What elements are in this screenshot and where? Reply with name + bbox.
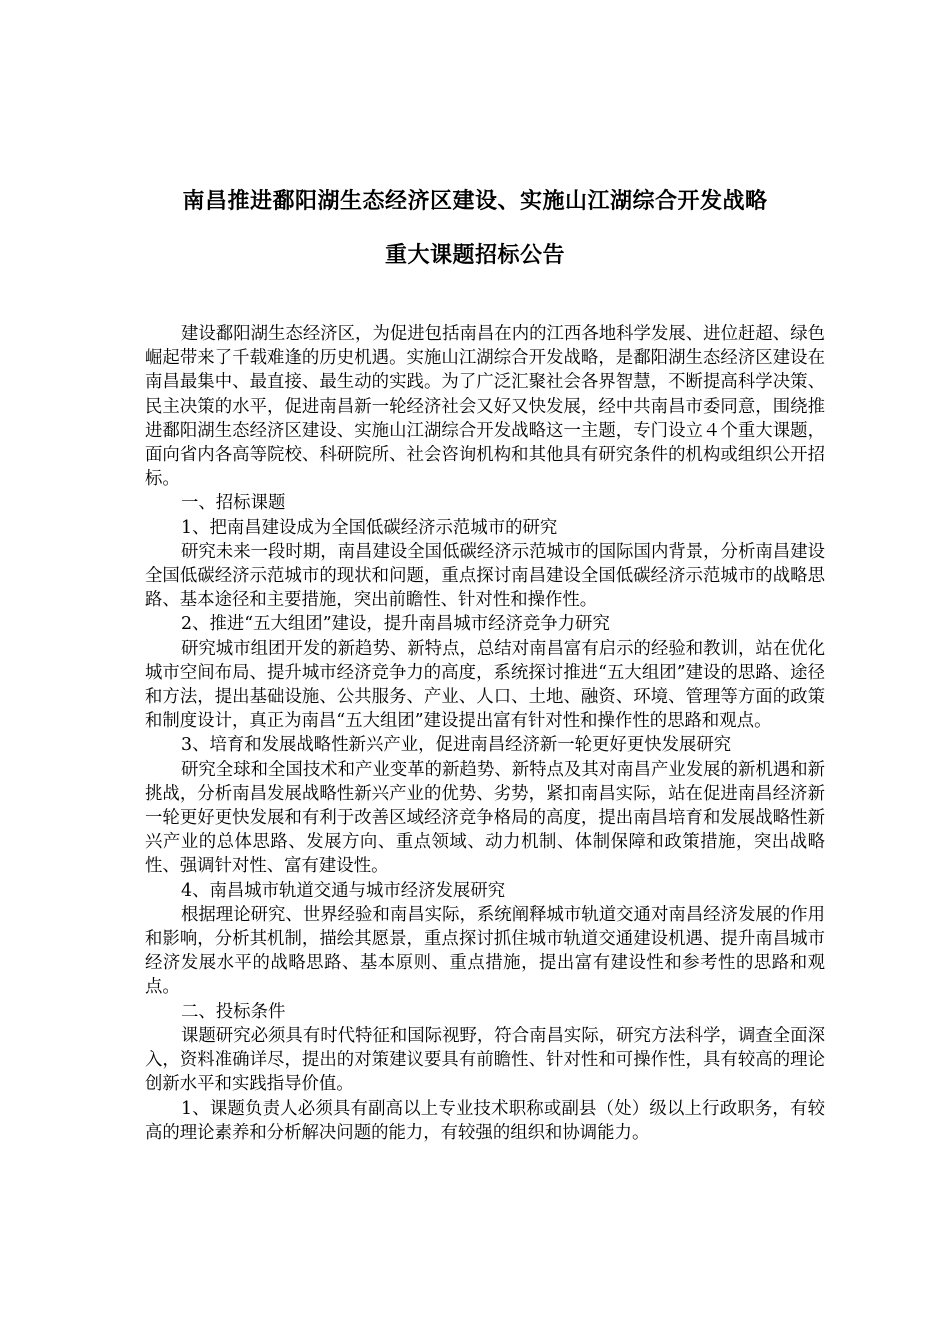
intro-paragraph: 建设鄱阳湖生态经济区，为促进包括南昌在内的江西各地科学发展、进位赶超、绿色崛起带来了千载难逢的历史机遇。实施山江湖综合开发战略，是鄱阳湖生态经济区建设在南昌最集中、最直接、最生动的实践。为了广泛汇聚社会各界智慧，不断提高科学决策、民主决策的水平，促进南昌新一轮经济社会又好又快发展，经中共南昌市委同意，围绕推进鄱阳湖生态经济区建设、实施山江湖综合开发战略这一主题，专门设立４个重大课题，面向省内各高等院校、科研院所、社会咨询机构和其他具有研究条件的机构或组织公开招标。: [145, 324, 825, 490]
topic-1-heading: 1、把南昌建设成为全国低碳经济示范城市的研究: [181, 517, 558, 538]
topic-1-description: 研究未来一段时期，南昌建设全国低碳经济示范城市的国际国内背景，分析南昌建设全国低碳经济示范城市的现状和问题，重点探讨南昌建设全国低碳经济示范城市的战略思路、基本途径和主要措施，突出前瞻性、针对性和操作性。: [145, 541, 825, 611]
topic-2-description: 研究城市组团开发的新趋势、新特点，总结对南昌富有启示的经验和教训，站在优化城市空间布局、提升城市经济竞争力的高度，系统探讨推进“五大组团”建设的思路、途径和方法，提出基础设施、公共服务、产业、人口、土地、融资、环境、管理等方面的政策和制度设计，真正为南昌“五大组团”建设提出富有针对性和操作性的思路和观点。: [145, 638, 825, 732]
topic-4-description: 根据理论研究、世界经验和南昌实际，系统阐释城市轨道交通对南昌经济发展的作用和影响，分析其机制，描绘其愿景，重点探讨抓住城市轨道交通建设机遇、提升南昌城市经济发展水平的战略思路、基本原则、重点措施，提出富有建设性和参考性的思路和观点。: [145, 904, 825, 998]
document-title-line1: 南昌推进鄱阳湖生态经济区建设、实施山江湖综合开发战略: [182, 189, 768, 214]
condition-1-paragraph: 1、课题负责人必须具有副高以上专业技术职称或副县（处）级以上行政职务，有较高的理论素养和分析解决问题的能力，有较强的组织和协调能力。: [145, 1098, 825, 1143]
section-heading-bid-conditions: 二、投标条件: [181, 1001, 286, 1022]
document-body: [145, 322, 825, 1145]
document-title-line2: 重大课题招标公告: [384, 243, 565, 268]
topic-3-heading: 3、培育和发展战略性新兴产业，促进南昌经济新一轮更好更快发展研究: [181, 735, 732, 756]
section-heading-bidding-topics: 一、招标课题: [181, 493, 286, 514]
topic-3-description: 研究全球和全国技术和产业变革的新趋势、新特点及其对南昌产业发展的新机遇和新挑战，分析南昌发展战略性新兴产业的优势、劣势，紧扣南昌实际，站在促进南昌经济新一轮更好更快发展和有利于改善区域经济竞争格局的高度，提出南昌培育和发展战略性新兴产业的总体思路、发展方向、重点领域、动力机制、体制保障和政策措施，突出战略性、强调针对性、富有建设性。: [145, 759, 825, 877]
conditions-paragraph: 课题研究必须具有时代特征和国际视野，符合南昌实际，研究方法科学，调查全面深入，资料准确详尽，提出的对策建议要具有前瞻性、针对性和可操作性，具有较高的理论创新水平和实践指导价值。: [145, 1025, 825, 1095]
topic-4-heading: 4、南昌城市轨道交通与城市经济发展研究: [181, 880, 506, 901]
topic-2-heading: 2、推进“五大组团”建设，提升南昌城市经济竞争力研究: [181, 614, 610, 635]
